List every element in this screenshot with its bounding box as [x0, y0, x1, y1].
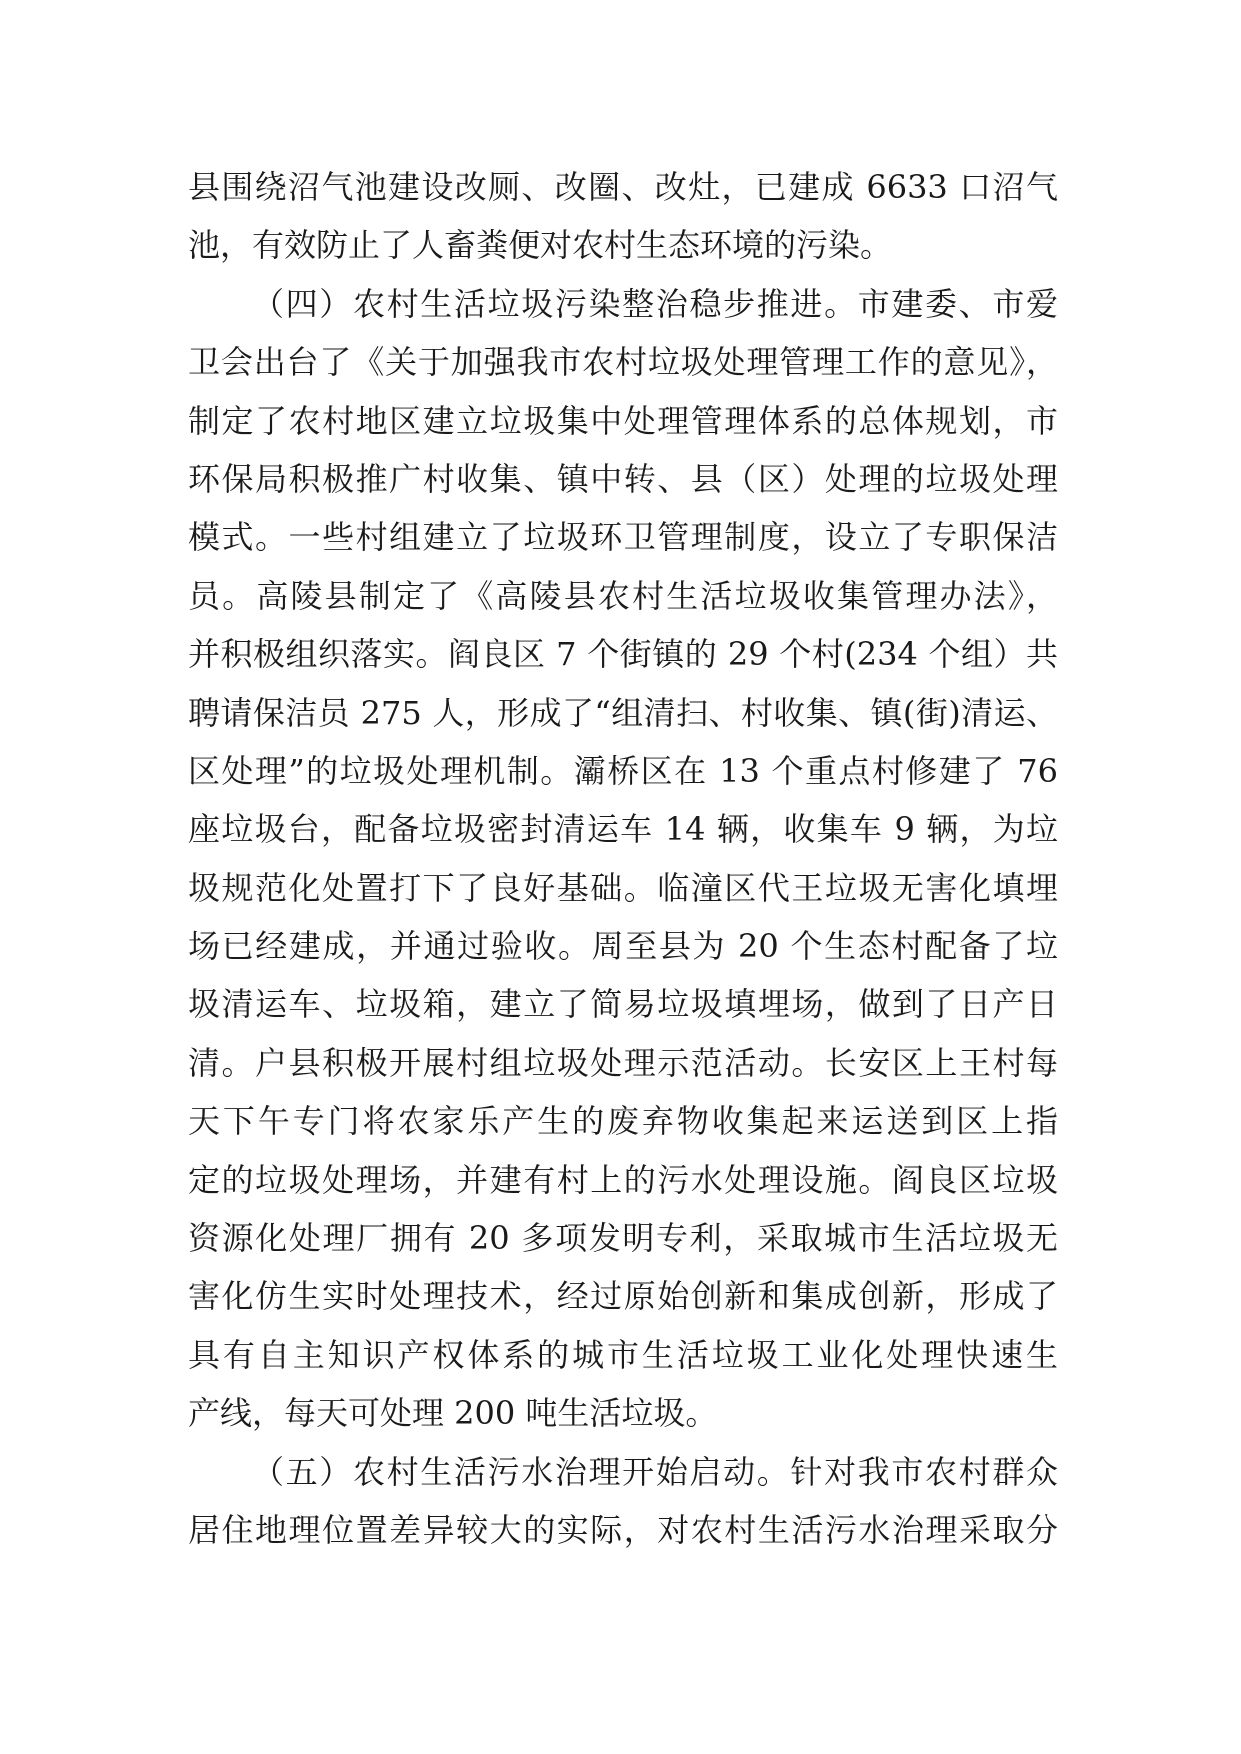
text-line: 模式。一些村组建立了垃圾环卫管理制度，设立了专职保洁 [188, 518, 1058, 557]
text-line: 制定了农村地区建立垃圾集中处理管理体系的总体规划，市 [188, 401, 1058, 440]
text-line: 场已经建成，并通过验收。周至县为 20 个生态村配备了垃 [188, 927, 1058, 966]
text-line: 居住地理位置差异较大的实际，对农村生活污水治理采取分 [188, 1510, 1058, 1549]
text-line: 县围绕沼气池建设改厕、改圈、改灶，已建成 6633 口沼气 [188, 168, 1058, 206]
text-line: 资源化处理厂拥有 20 多项发明专利，采取城市生活垃圾无 [188, 1219, 1058, 1258]
text-line: 圾清运车、垃圾箱，建立了简易垃圾填埋场，做到了日产日 [188, 985, 1058, 1024]
text-line: 天下午专门将农家乐产生的废弃物收集起来运送到区上指 [188, 1102, 1058, 1141]
text-line: 清。户县积极开展村组垃圾处理示范活动。长安区上王村每 [188, 1043, 1058, 1082]
body-text [188, 158, 1058, 1559]
text-line: 并积极组织落实。阎良区 7 个街镇的 29 个村(234 个组）共 [188, 635, 1058, 674]
text-line: 座垃圾台，配备垃圾密封清运车 14 辆，收集车 9 辆，为垃 [188, 810, 1058, 849]
paragraph-first-line: （四）农村生活垃圾污染整治稳步推进。市建委、市爱 [252, 284, 1058, 323]
text-line: 产线，每天可处理 200 吨生活垃圾。 [188, 1394, 718, 1433]
text-line: 聘请保洁员 275 人，形成了“组清扫、村收集、镇(街)清运、 [188, 693, 1058, 732]
text-line: 环保局积极推广村收集、镇中转、县（区）处理的垃圾处理 [188, 459, 1058, 498]
text-line: 害化仿生实时处理技术，经过原始创新和集成创新，形成了 [188, 1277, 1058, 1316]
text-line: 卫会出台了《关于加强我市农村垃圾处理管理工作的意见》， [188, 343, 1058, 382]
text-line: 定的垃圾处理场，并建有村上的污水处理设施。阎良区垃圾 [188, 1160, 1058, 1199]
text-line: 区处理”的垃圾处理机制。灞桥区在 13 个重点村修建了 76 [188, 751, 1058, 790]
text-line: 员。高陵县制定了《高陵县农村生活垃圾收集管理办法》， [188, 576, 1058, 615]
text-line: 池，有效防止了人畜粪便对农村生态环境的污染。 [188, 226, 893, 265]
text-line: 圾规范化处置打下了良好基础。临潼区代王垃圾无害化填埋 [188, 868, 1058, 907]
text-line: 具有自主知识产权体系的城市生活垃圾工业化处理快速生 [188, 1335, 1058, 1374]
paragraph-first-line: （五）农村生活污水治理开始启动。针对我市农村群众 [252, 1452, 1058, 1491]
